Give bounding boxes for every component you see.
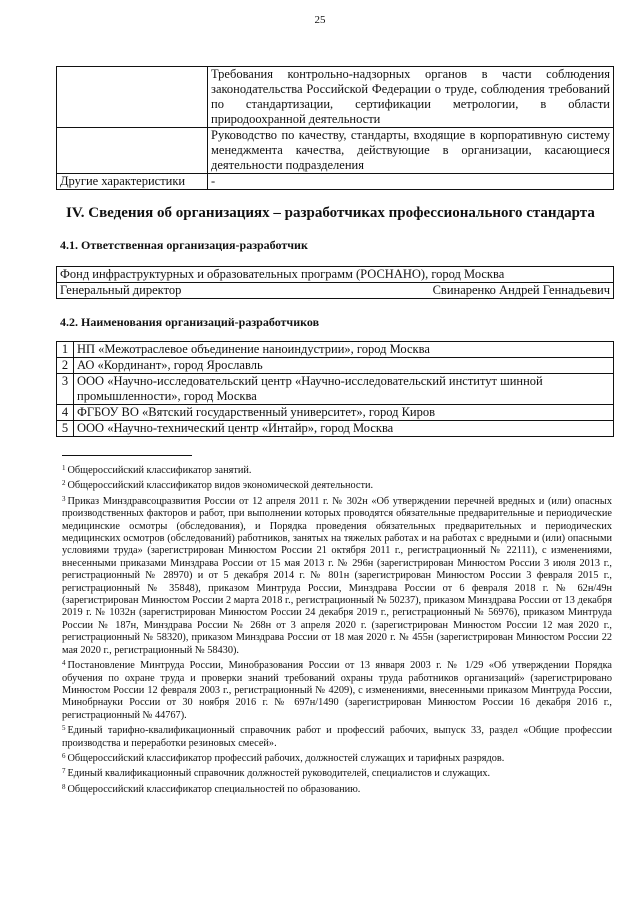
row-text: Требования контрольно-надзорных органов в части соблюдения законодательства Российской Федерации о труде, соблюдения требований по стандартизации, сертификации метрологии, в области природоохранной деятельности <box>208 67 614 128</box>
footnote-text: Общероссийский классификатор специальностей по образованию. <box>67 783 361 795</box>
footnote-text: Единый тарифно-квалификационный справочник работ и профессий рабочих, выпуск 33, раздел «Общие профессии производства и переработки резиновых смесей». <box>62 725 612 749</box>
footnote <box>62 781 612 796</box>
row-text: Руководство по качеству, стандарты, входящие в корпоративную систему менеджмента качества, действующие в организации, касающиеся деятельности подразделения <box>208 128 614 174</box>
table-row <box>57 174 614 190</box>
director-position: Генеральный директор <box>57 283 285 299</box>
row-number: 2 <box>57 358 74 374</box>
table-row <box>57 342 614 358</box>
table-row <box>57 283 614 299</box>
table-row <box>57 267 614 283</box>
footnote-text: Общероссийский классификатор видов экономической деятельности. <box>67 480 374 492</box>
footnote-text: Общероссийский классификатор занятий. <box>67 465 252 476</box>
page-number: 25 <box>314 14 326 26</box>
footnote <box>62 750 612 765</box>
row-label <box>57 128 208 174</box>
footnote <box>62 493 612 657</box>
table-row <box>57 421 614 437</box>
footnote <box>62 657 612 722</box>
characteristics-table <box>56 66 614 190</box>
footnote-mark: 8 <box>62 782 66 791</box>
responsible-organization-table <box>56 266 614 299</box>
footnote-mark: 3 <box>62 494 66 503</box>
row-number: 4 <box>57 405 74 421</box>
section-title: IV. Сведения об организациях – разработчиках профессионального стандарта <box>66 205 595 221</box>
row-number: 5 <box>57 421 74 437</box>
footnote <box>62 722 612 750</box>
footnote-mark: 7 <box>62 767 66 776</box>
organization-name: НП «Межотраслевое объединение наноиндустрии», город Москва <box>74 342 614 358</box>
footnote <box>62 765 612 780</box>
footnote-mark: 1 <box>62 464 66 472</box>
subsection-1-title: 4.1. Ответственная организация-разработчик <box>60 238 308 252</box>
footnote-text: Единый квалификационный справочник должностей руководителей, специалистов и служащих. <box>67 768 491 780</box>
table-row <box>57 128 614 174</box>
footnote-text: Общероссийский классификатор профессий рабочих, должностей служащих и тарифных разрядов. <box>67 752 505 764</box>
row-number: 1 <box>57 342 74 358</box>
row-number: 3 <box>57 374 74 405</box>
footnote-mark: 4 <box>62 659 66 668</box>
footnote-mark: 6 <box>62 751 66 760</box>
organization-name: ООО «Научно-исследовательский центр «Научно-исследовательский институт шинной промышленности», город Москва <box>74 374 614 405</box>
footnote-text: Приказ Минздравсоцразвития России от 12 апреля 2011 г. № 302н «Об утверждении перечней вредных и (или) опасных производственных факторов и работ, при выполнении которых проводятся обязательные предварительные и периодические медицинские осмотры (обследования), и Порядка проведения обязательных предварительных и периодических медицинских осмотров (обследований) работников, занятых на тяжелых работах и на работах с вредными и (или) опасными условиями труда» (зарегистрирован Минюстом России 21 октября 2011 г., регистрационный № 22111), с изменениями, внесенными приказами Минздрава России от 15 мая 2013 г. № 296н (зарегистрирован Минюстом России 3 июля 2013 г., регистрационный № 28970) и от 5 декабря 2014 г. № 801н (зарегистрирован Минюстом России 3 февраля 2015 г., регистрационный № 35848), приказом Минтруда России, Минздрава России от 6 февраля 2018 г. № 62н/49н (зарегистрирован Минюстом России 2 марта 2018 г., регистрационный № 50237), приказом Минздрава России от 13 декабря 2019 г. № 1032н (зарегистрирован Минюстом России 24 декабря 2019 г., регистрационный № 56976), приказом Минтруда России № 187н, Минздрава России № 268н от 3 апреля 2020 г. (зарегистрирован Минюстом России 12 мая 2020 г., регистрационный № 58320), приказом Минздрава России от 18 мая 2020 г. № 455н (зарегистрирован Минюстом России 22 мая 2020 г., регистрационный № 58430). <box>62 495 612 656</box>
footnote-mark: 5 <box>62 724 66 733</box>
row-text: - <box>208 174 614 190</box>
footnote <box>62 462 612 477</box>
organization-name: ФГБОУ ВО «Вятский государственный университет», город Киров <box>74 405 614 421</box>
developer-organizations-table <box>56 341 614 437</box>
row-label: Другие характеристики <box>57 174 208 190</box>
organization-name: ООО «Научно-технический центр «Интайр», город Москва <box>74 421 614 437</box>
row-label <box>57 67 208 128</box>
table-row <box>57 405 614 421</box>
table-row <box>57 374 614 405</box>
organization-name: Фонд инфраструктурных и образовательных программ (РОСНАНО), город Москва <box>57 267 614 283</box>
director-name: Свинаренко Андрей Геннадьевич <box>285 283 614 299</box>
table-row <box>57 358 614 374</box>
footnote <box>62 477 612 492</box>
footnote-text: Постановление Минтруда России, Минобразования России от 13 января 2003 г. № 1/29 «Об утверждении Порядка обучения по охране труда и проверки знаний требований охраны труда работников организаций» (зарегистрировано Минюстом России 12 февраля 2003 г., регистрационный № 4209), с изменениями, внесенными приказом Минтруда России, Минобрнауки России от 30 ноября 2016 г. № 697н/1490 (зарегистрирован Минюстом России 16 декабря 2016 г., регистрационный № 44767). <box>62 660 612 721</box>
footnotes-list <box>62 462 612 796</box>
table-row <box>57 67 614 128</box>
organization-name: АО «Кординант», город Ярославль <box>74 358 614 374</box>
subsection-2-title: 4.2. Наименования организаций-разработчиков <box>60 315 320 329</box>
footnote-divider <box>62 455 192 456</box>
footnote-mark: 2 <box>62 479 66 488</box>
